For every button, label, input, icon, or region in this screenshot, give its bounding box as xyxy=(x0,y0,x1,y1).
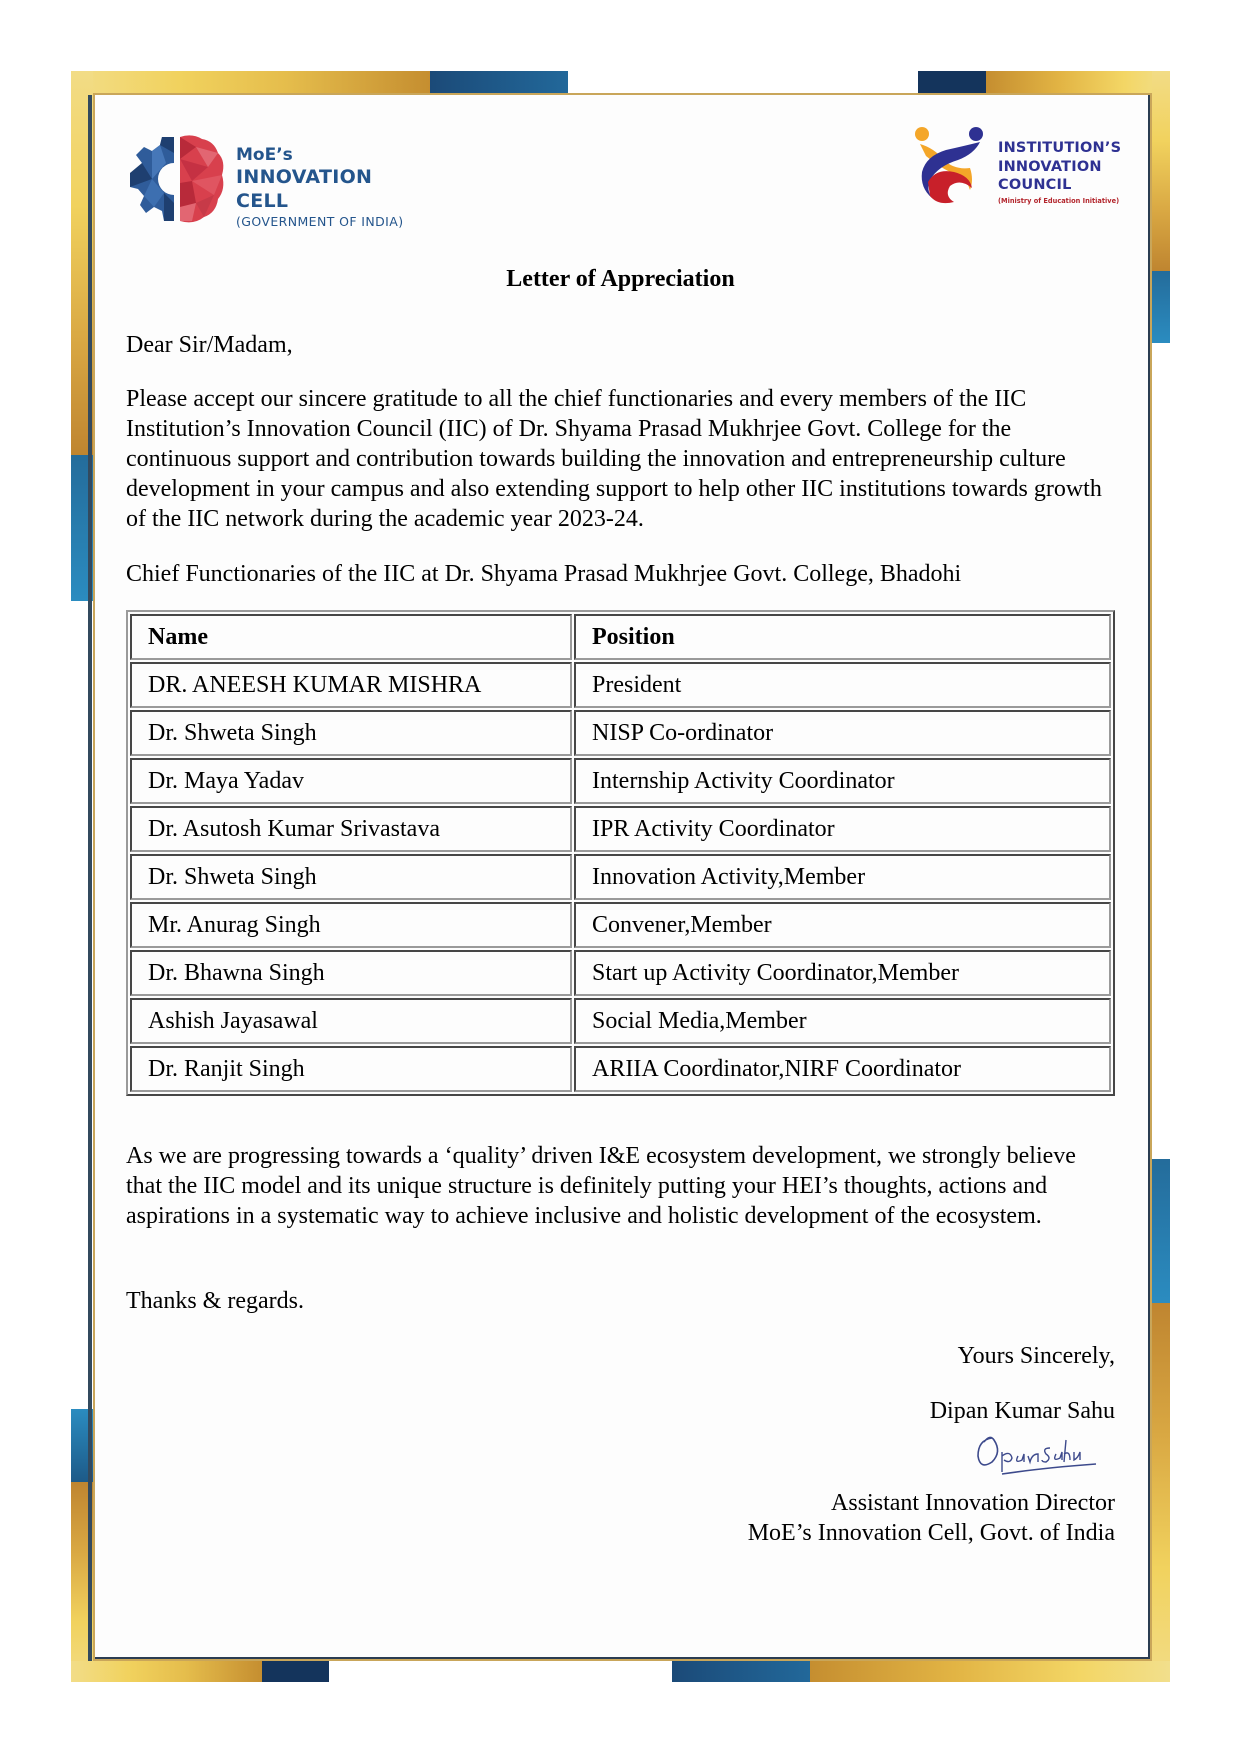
frame-top-blue-left xyxy=(430,71,568,93)
table-row xyxy=(130,806,1111,852)
iic-logo-line1: INSTITUTION’S xyxy=(998,140,1122,156)
closing-line: Thanks & regards. xyxy=(126,1288,304,1314)
table-header-row xyxy=(130,614,1111,660)
iic-logo-subline: (Ministry of Education Initiative) xyxy=(998,196,1120,205)
moe-innovation-cell-logo xyxy=(130,133,430,229)
member-position: Social Media,Member xyxy=(574,998,1111,1044)
member-name: DR. ANEESH KUMAR MISHRA xyxy=(130,662,572,708)
iic-logo-line2: INNOVATION xyxy=(998,158,1102,175)
member-position: Start up Activity Coordinator,Member xyxy=(574,950,1111,996)
moe-logo-line3: (GOVERNMENT OF INDIA) xyxy=(236,214,404,229)
member-position: Internship Activity Coordinator xyxy=(574,758,1111,804)
table-row xyxy=(130,758,1111,804)
salutation: Dear Sir/Madam, xyxy=(126,332,293,358)
appreciation-paragraph: Please accept our sincere gratitude to all the chief functionaries and every members of the IIC Institution’s Innovation Council (IIC) of Dr. Shyama Prasad Mukhrjee Govt. College for the continuous support and contribution towards building the innovation and entrepreneurship culture development in your campus and also extending support to help other IIC institutions towards growth of the IIC network during the academic year 2023-24. xyxy=(126,386,1102,532)
signature-image xyxy=(972,1430,1102,1480)
moe-logo-text xyxy=(236,145,430,231)
frame-bottom-blue-right xyxy=(672,1661,810,1682)
iic-logo-line3: COUNCIL xyxy=(998,177,1072,193)
moe-logo-line1: MoE’s xyxy=(236,145,293,165)
frame-top-navy-right xyxy=(918,71,986,93)
table-row xyxy=(130,662,1111,708)
chief-functionaries-heading: Chief Functionaries of the IIC at Dr. Shyama Prasad Mukhrjee Govt. College, Bhadohi xyxy=(126,561,962,587)
member-name: Dr. Shweta Singh xyxy=(130,710,572,756)
member-name: Mr. Anurag Singh xyxy=(130,902,572,948)
signer-name: Dipan Kumar Sahu xyxy=(929,1398,1115,1424)
frame-bottom-navy-left xyxy=(262,1661,329,1682)
table-row xyxy=(130,710,1111,756)
member-name: Dr. Ranjit Singh xyxy=(130,1046,572,1092)
designation-organization: MoE’s Innovation Cell, Govt. of India xyxy=(747,1520,1115,1546)
frame-right-blue-top xyxy=(1152,271,1170,343)
letter-title: Letter of Appreciation xyxy=(506,266,735,292)
iic-logo-text xyxy=(998,139,1121,207)
member-position: Innovation Activity,Member xyxy=(574,854,1111,900)
frame-right-gold-bottom xyxy=(1152,1303,1170,1682)
iic-logo xyxy=(914,126,1124,206)
member-position: ARIIA Coordinator,NIRF Coordinator xyxy=(574,1046,1111,1092)
member-name: Dr. Asutosh Kumar Srivastava xyxy=(130,806,572,852)
frame-bottom-gold-left xyxy=(71,1661,262,1682)
moe-logo-line2: INNOVATION CELL xyxy=(236,166,373,212)
chief-functionaries-table xyxy=(126,610,1115,1096)
gear-brain-icon xyxy=(130,133,226,225)
member-name: Dr. Maya Yadav xyxy=(130,758,572,804)
iic-figures-icon xyxy=(914,126,986,206)
table-row xyxy=(130,998,1111,1044)
signoff: Yours Sincerely, xyxy=(957,1343,1115,1369)
panel-shadow-edge xyxy=(88,95,92,1661)
column-header-name: Name xyxy=(130,614,572,660)
frame-top-gold-right xyxy=(986,71,1170,93)
signer-designation xyxy=(748,1488,1115,1548)
frame-right-gold-top xyxy=(1152,71,1170,271)
frame-bottom-gold-right xyxy=(810,1661,1170,1682)
frame-right-blue-bottom xyxy=(1152,1159,1170,1303)
member-position: Convener,Member xyxy=(574,902,1111,948)
member-position: IPR Activity Coordinator xyxy=(574,806,1111,852)
table-row xyxy=(130,950,1111,996)
table-row xyxy=(130,1046,1111,1092)
table-row xyxy=(130,902,1111,948)
designation-title: Assistant Innovation Director xyxy=(831,1490,1115,1516)
member-name: Dr. Bhawna Singh xyxy=(130,950,572,996)
member-position: NISP Co-ordinator xyxy=(574,710,1111,756)
frame-top-gold-left xyxy=(71,71,430,93)
ecosystem-paragraph: As we are progressing towards a ‘quality’ driven I&E ecosystem development, we strongly believe that the IIC model and its unique structure is definitely putting your HEI’s thoughts, actions and aspirations in a systematic way to achieve inclusive and holistic development of the ecosystem. xyxy=(126,1143,1076,1229)
member-name: Ashish Jayasawal xyxy=(130,998,572,1044)
member-position: President xyxy=(574,662,1111,708)
table-row xyxy=(130,854,1111,900)
member-name: Dr. Shweta Singh xyxy=(130,854,572,900)
column-header-position: Position xyxy=(574,614,1111,660)
